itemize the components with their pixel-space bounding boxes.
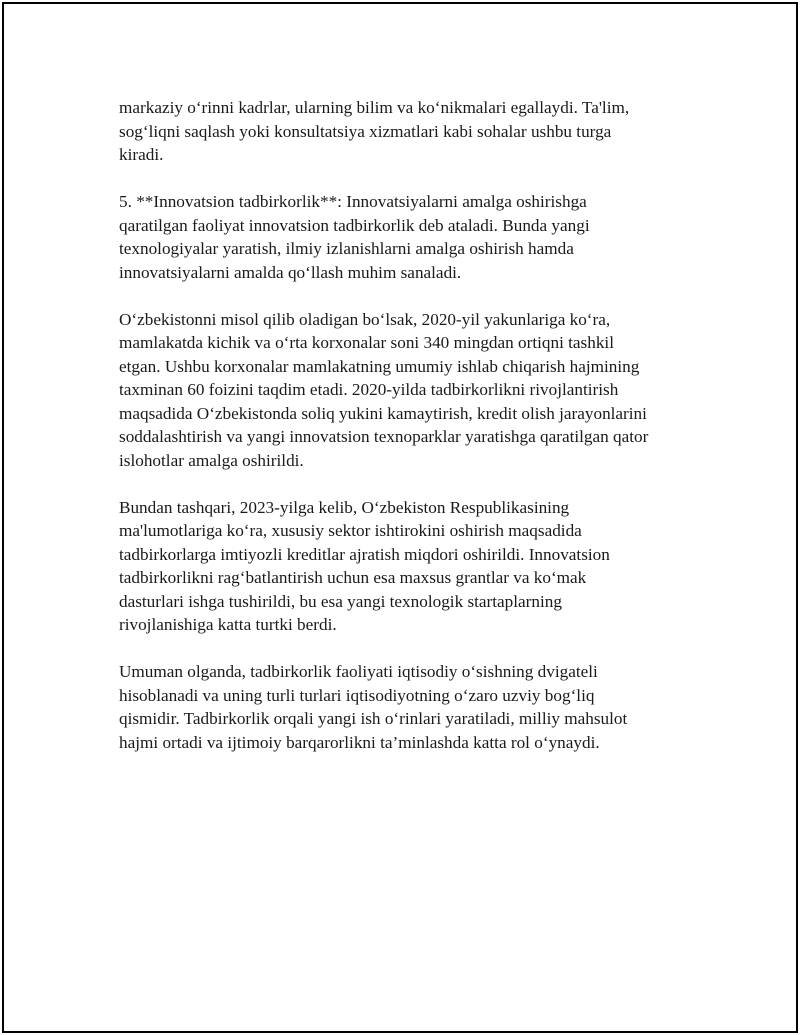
document-body xyxy=(119,96,719,778)
paragraph-xulosa: Umuman olganda, tadbirkorlik faoliyati iqtisodiy o‘sishning dvigateli hisoblanadi va uning turli turlari iqtisodiyotning o‘zaro uzviy bog‘liq qismidir. Tadbirkorlik orqali yangi ish o‘rinlari yaratiladi, milliy mahsulot hajmi ortadi va ijtimoiy barqarorlikni ta’minlashda katta rol o‘ynaydi. xyxy=(119,662,628,752)
paragraph-kadrlar: markaziy o‘rinni kadrlar, ularning bilim va ko‘nikmalari egallaydi. Ta'lim, sog‘liqni saqlash yoki konsultatsiya xizmatlari kabi sohalar ushbu turga kiradi. xyxy=(119,98,630,164)
paragraph-innovatsion-tadbirkorlik: 5. **Innovatsion tadbirkorlik**: Innovatsiyalarni amalga oshirishga qaratilgan faoliyat innovatsion tadbirkorlik deb ataladi. Bunda yangi texnologiyalar yaratish, ilmiy izlanishlarni amalga oshirish hamda innovatsiyalarni amalda qo‘llash muhim sanaladi. xyxy=(119,192,590,282)
document-page xyxy=(2,2,798,1033)
paragraph-ozbekiston-2020: O‘zbekistonni misol qilib oladigan bo‘lsak, 2020-yil yakunlariga ko‘ra, mamlakatda kichik va o‘rta korxonalar soni 340 mingdan ortiqni tashkil etgan. Ushbu korxonalar mamlakatning umumiy ishlab chiqarish hajmining taxminan 60 foizini taqdim etadi. 2020-yilda tadbirkorlikni rivojlantirish maqsadida O‘zbekistonda soliq yukini kamaytirish, kredit olish jarayonlarini soddalashtirish va yangi innovatsion texnoparklar yaratishga qaratilgan qator islohotlar amalga oshirildi. xyxy=(119,309,649,470)
paragraph-2023-yil: Bundan tashqari, 2023-yilga kelib, O‘zbekiston Respublikasining ma'lumotlariga ko‘ra, xususiy sektor ishtirokini oshirish maqsadida tadbirkorlarga imtiyozli kreditlar ajratish miqdori oshirildi. Innovatsion tadbirkorlikni rag‘batlantirish uchun esa maxsus grantlar va ko‘mak dasturlari ishga tushirildi, bu esa yangi texnologik startaplarning rivojlanishiga katta turtki berdi. xyxy=(119,497,610,634)
